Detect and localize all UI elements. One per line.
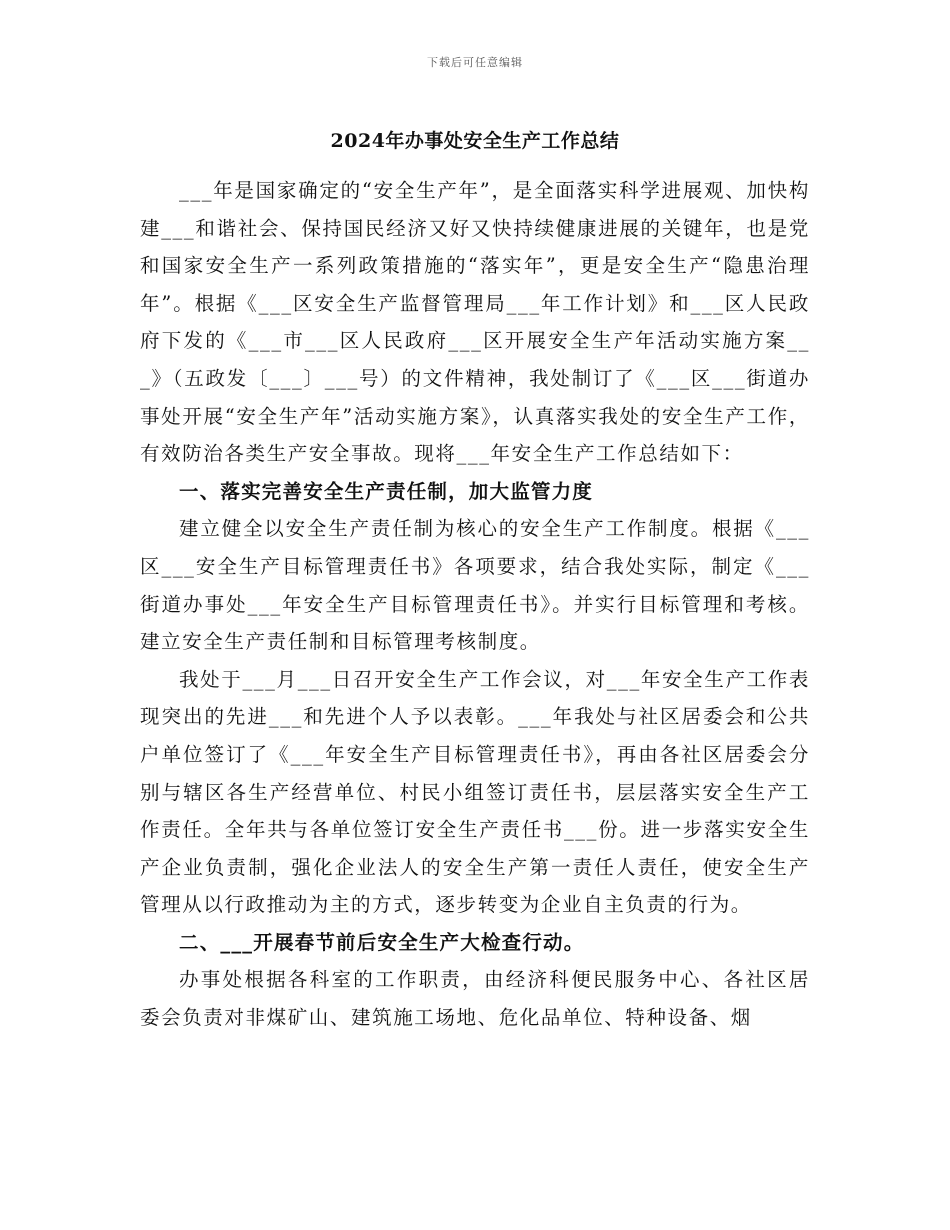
document-body (140, 172, 810, 1037)
section-heading-2: 二、___开展春节前后安全生产大检查行动。 (179, 930, 585, 954)
section-1-paragraph-2: 我处于___月___日召开安全生产工作会议，对___年安全生产工作表现突出的先进___和先进个人予以表彰。___年我处与社区居委会和公共户单位签订了《___年安全生产目标管理责任书》，再由各社区居委会分别与辖区各生产经营单位、村民小组签订责任书，层层落实安全生产工作责任。全年共与各单位签订安全生产责任书___份。进一步落实安全生产企业负责制，强化企业法人的安全生产第一责任人责任，使安全生产管理从以行政推动为主的方式，逐步转变为企业自主负责的行为。 (140, 667, 810, 917)
header-note: 下载后可任意编辑 (427, 56, 523, 69)
section-1-paragraph-1: 建立健全以安全生产责任制为核心的安全生产工作制度。根据《___区___安全生产目标管理责任书》各项要求，结合我处实际，制定《___街道办事处___年安全生产目标管理责任书》。并实行目标管理和考核。建立安全生产责任制和目标管理考核制度。 (140, 517, 810, 654)
intro-paragraph: ___年是国家确定的“安全生产年”，是全面落实科学进展观、加快构建___和谐社会、保持国民经济又好又快持续健康进展的关键年，也是党和国家安全生产一系列政策措施的“落实年”，更是安全生产“隐患治理年”。根据《___区安全生产监督管理局___年工作计划》和___区人民政府下发的《___市___区人民政府___区开展安全生产年活动实施方案___》（五政发〔___〕___号）的文件精神，我处制订了《___区___街道办事处开展“安全生产年”活动实施方案》，认真落实我处的安全生产工作，有效防治各类生产安全事故。现将___年安全生产工作总结如下： (140, 179, 810, 466)
section-2-paragraph-1: 办事处根据各科室的工作职责，由经济科便民服务中心、各社区居委会负责对非煤矿山、建筑施工场地、危化品单位、特种设备、烟 (140, 968, 810, 1030)
section-heading-1: 一、落实完善安全生产责任制，加大监管力度 (179, 479, 594, 503)
document-title: 2024年办事处安全生产工作总结 (330, 130, 620, 152)
